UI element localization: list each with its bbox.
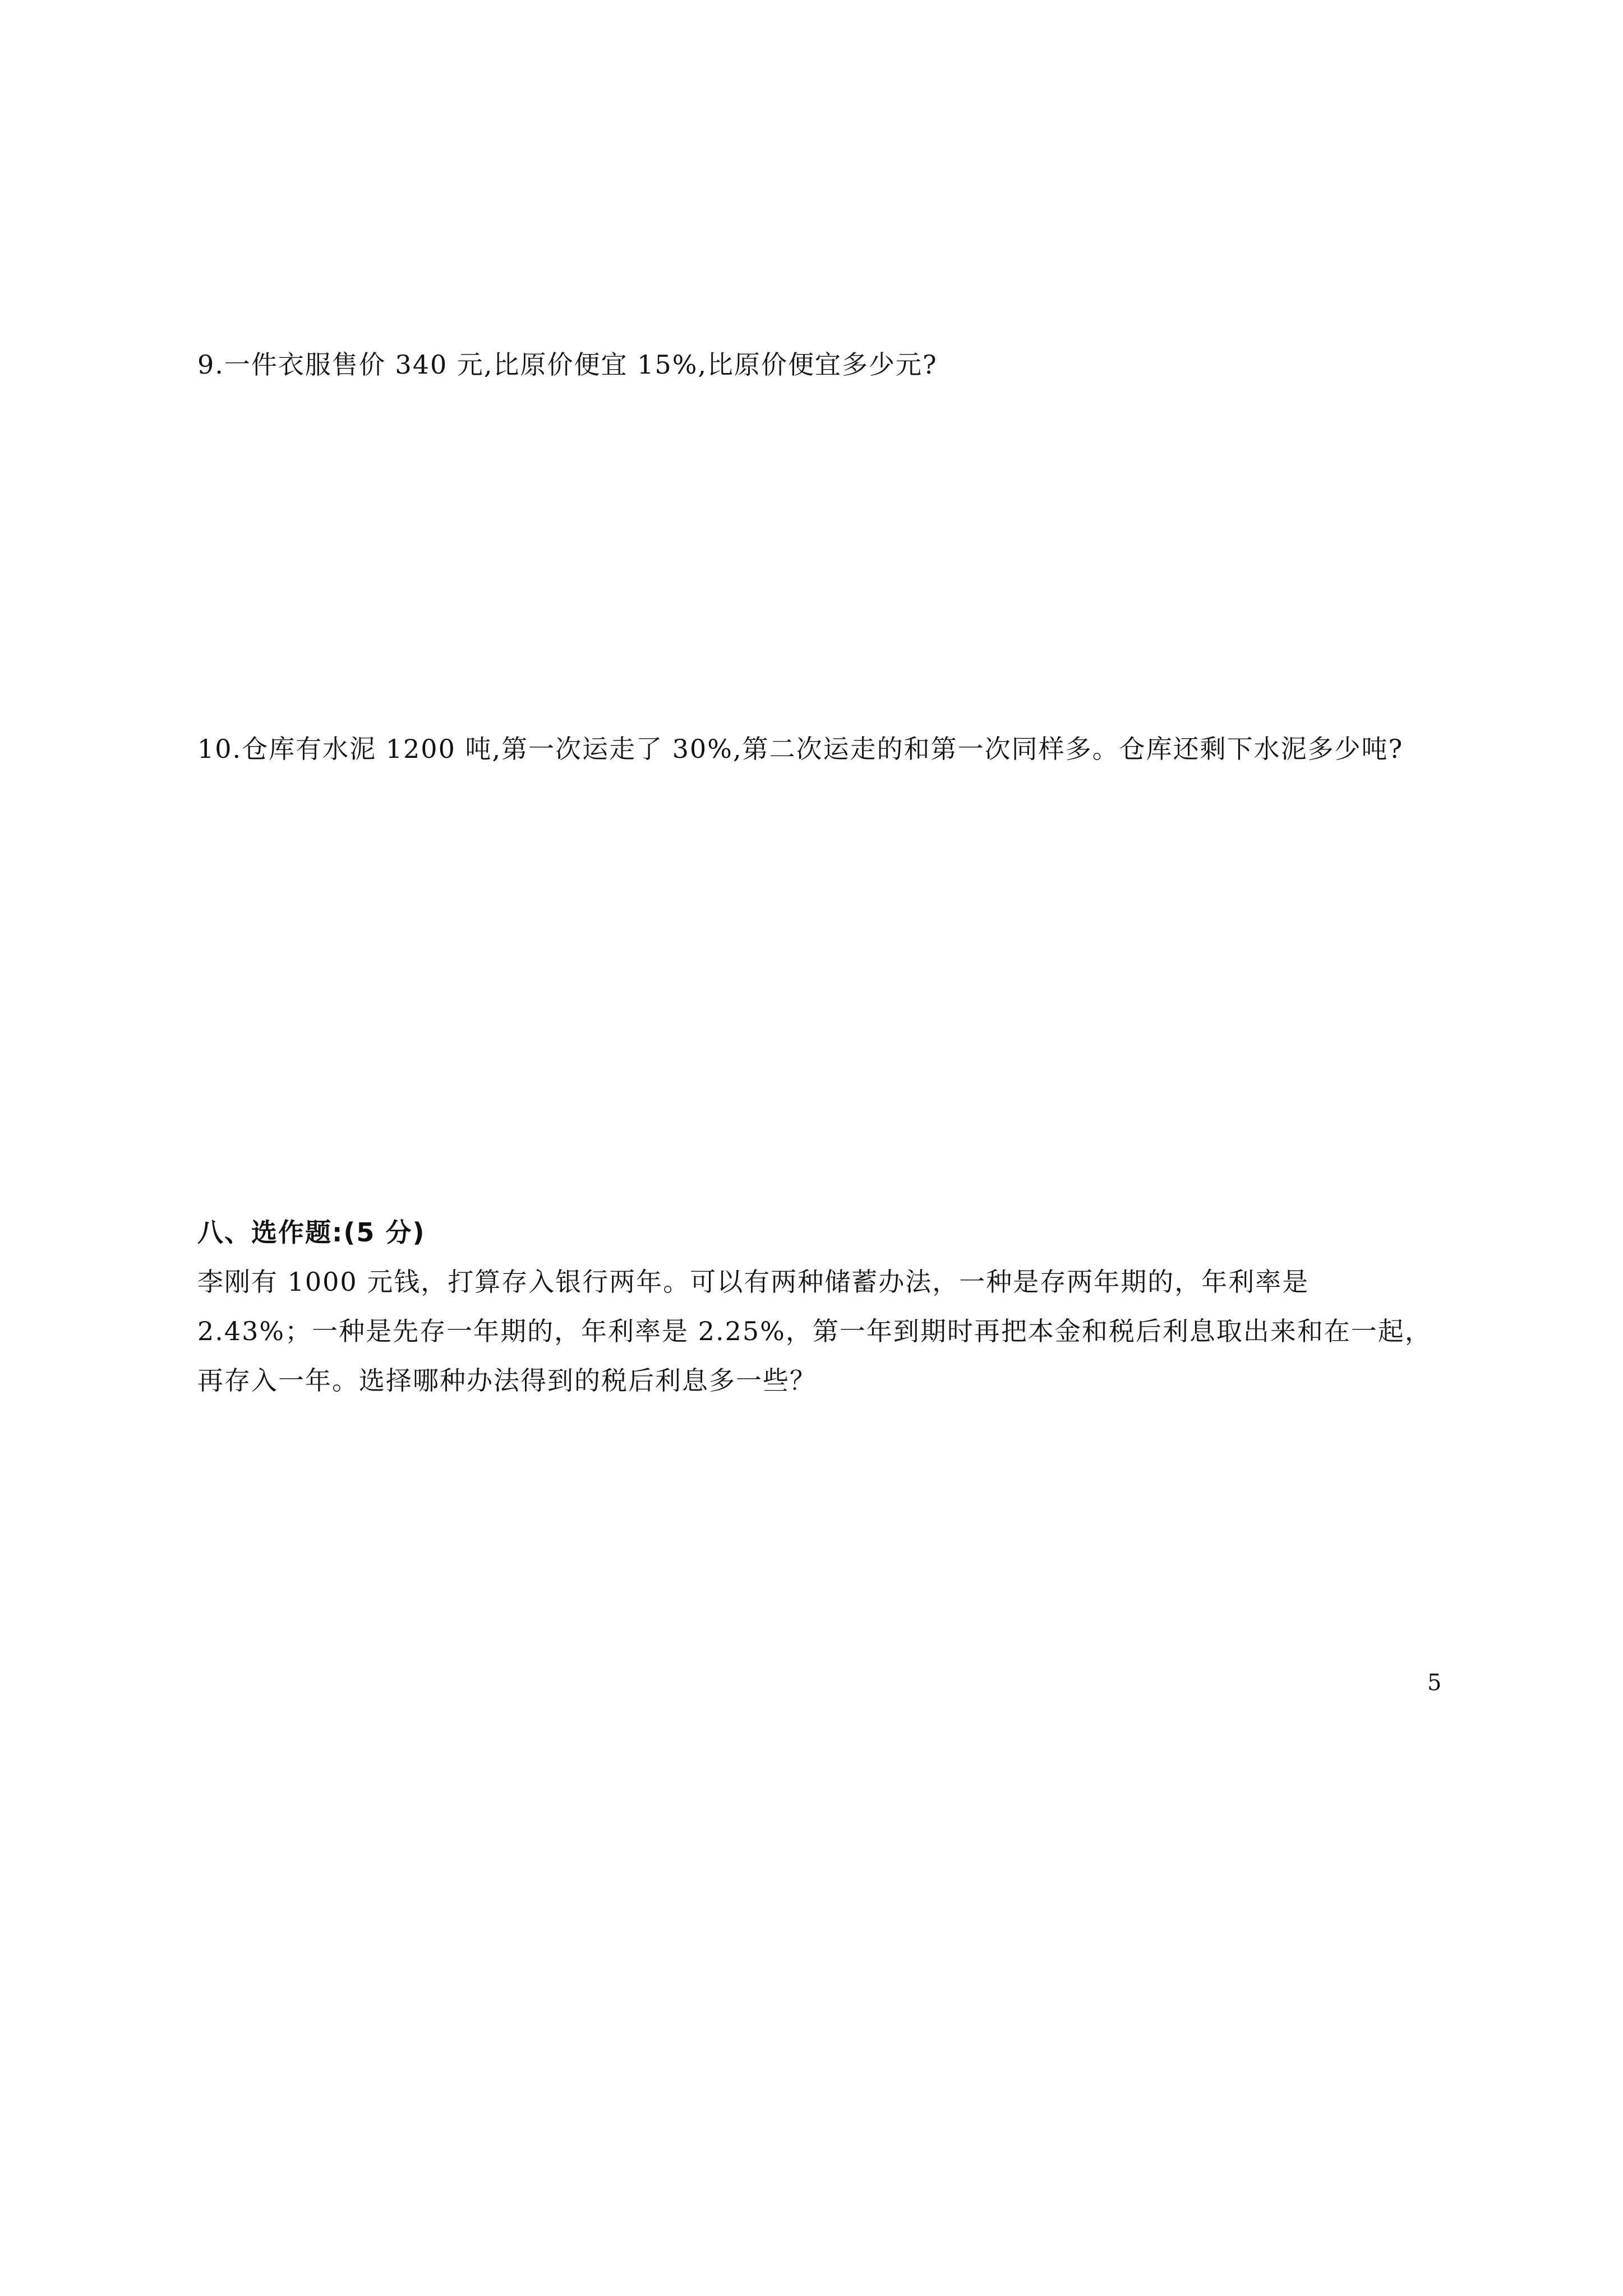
question-10: 10.仓库有水泥 1200 吨,第一次运走了 30%,第二次运走的和第一次同样多。仓库还剩下水泥多少吨? bbox=[197, 734, 1404, 764]
page-number: 5 bbox=[1427, 1670, 1442, 1696]
question-9: 9.一件衣服售价 340 元,比原价便宜 15%,比原价便宜多少元? bbox=[197, 349, 938, 380]
section-8-line-1: 李刚有 1000 元钱，打算存入银行两年。可以有两种储蓄办法，一种是存两年期的，年利率是 bbox=[197, 1267, 1310, 1297]
section-8-line-2: 2.43%；一种是先存一年期的，年利率是 2.25%，第一年到期时再把本金和税后利息取出来和在一起， bbox=[197, 1316, 1432, 1346]
section-8-line-3: 再存入一年。选择哪种办法得到的税后利息多一些？ bbox=[197, 1365, 817, 1396]
section-8-title: 八、选作题:(5 分) bbox=[197, 1217, 426, 1248]
